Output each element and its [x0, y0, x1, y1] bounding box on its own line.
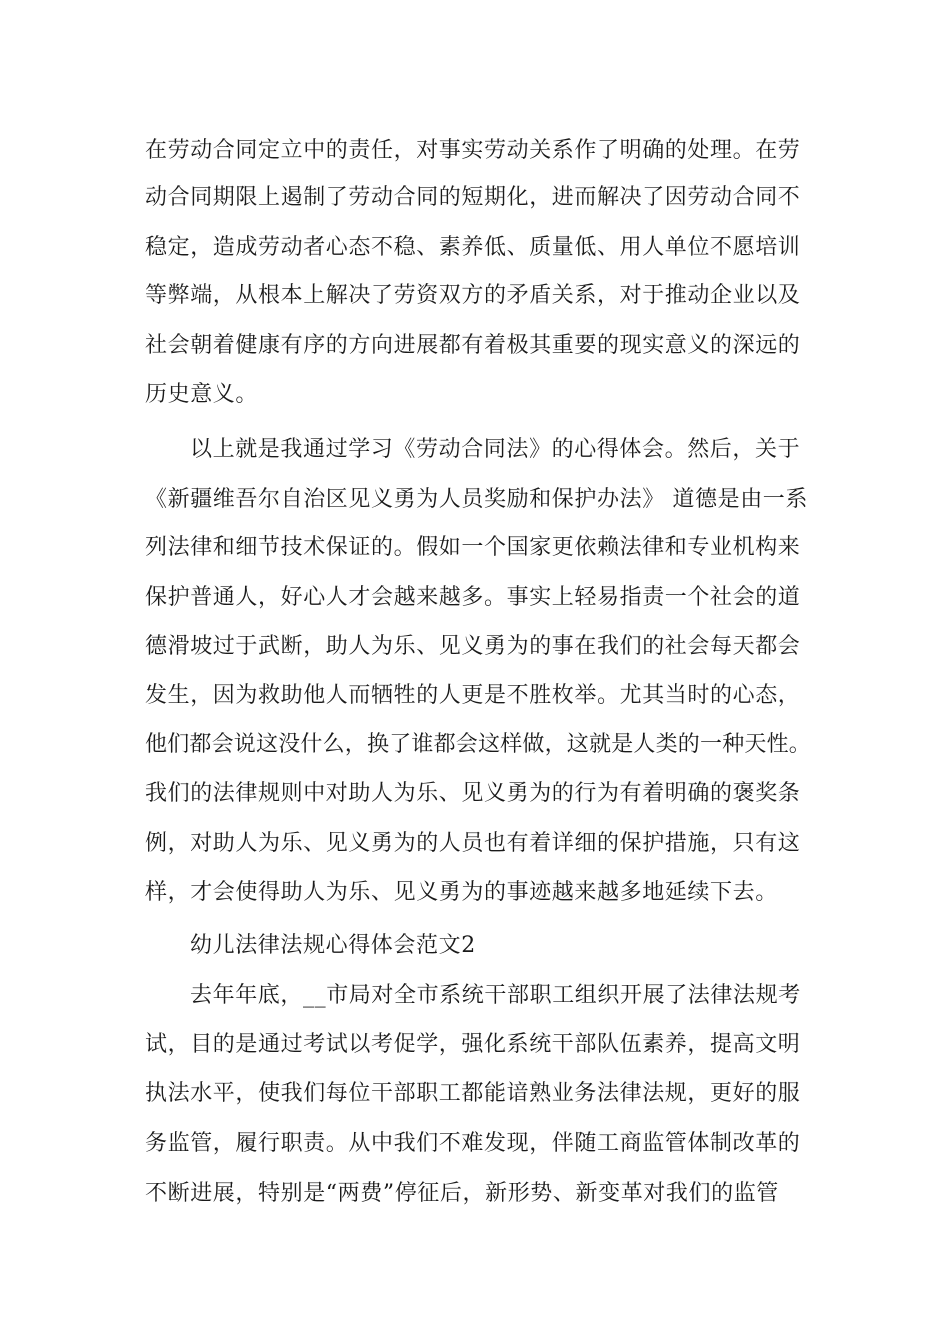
text-line: 保护普通人，好心人才会越来越多。事实上轻易指责一个社会的道 — [145, 585, 801, 610]
text-line: 发生，因为救助他人而牺牲的人更是不胜枚举。尤其当时的心态， — [145, 683, 801, 708]
text-line: 社会朝着健康有序的方向进展都有着极其重要的现实意义的深远的 — [145, 333, 801, 358]
text-line: 《新疆维吾尔自治区见义勇为人员奖励和保护办法》 道德是由一系 — [145, 487, 808, 512]
text-line: 执法水平，使我们每位干部职工都能谙熟业务法律法规，更好的服 — [145, 1081, 801, 1106]
paragraph-start-line: 以上就是我通过学习《劳动合同法》的心得体会。然后，关于 — [190, 437, 801, 462]
text-line: 例，对助人为乐、见义勇为的人员也有着详细的保护措施，只有这 — [145, 831, 801, 856]
text-line: 动合同期限上遏制了劳动合同的短期化，进而解决了因劳动合同不 — [145, 185, 801, 210]
paragraph-start-line: 去年年底，__市局对全市系统干部职工组织开展了法律法规考 — [190, 983, 801, 1008]
text-line: 样，才会使得助人为乐、见义勇为的事迹越来越多地延续下去。 — [145, 880, 778, 905]
text-line: 历史意义。 — [145, 382, 259, 407]
text-line: 试，目的是通过考试以考促学，强化系统干部队伍素养，提高文明 — [145, 1032, 801, 1057]
text-line: 在劳动合同定立中的责任，对事实劳动关系作了明确的处理。在劳 — [145, 138, 801, 163]
section-heading: 幼儿法律法规心得体会范文2 — [190, 933, 476, 958]
text-line: 德滑坡过于武断，助人为乐、见义勇为的事在我们的社会每天都会 — [145, 634, 801, 659]
text-line: 他们都会说这没什么，换了谁都会这样做，这就是人类的一种天性。 — [145, 732, 812, 757]
text-line: 等弊端，从根本上解决了劳资双方的矛盾关系，对于推动企业以及 — [145, 283, 801, 308]
text-line: 务监管，履行职责。从中我们不难发现，伴随工商监管体制改革的 — [145, 1131, 801, 1156]
text-line: 稳定，造成劳动者心态不稳、素养低、质量低、用人单位不愿培训 — [145, 235, 801, 260]
text-line: 不断进展，特别是“两费”停征后，新形势、新变革对我们的监管 — [145, 1181, 779, 1206]
text-line: 我们的法律规则中对助人为乐、见义勇为的行为有着明确的褒奖条 — [145, 781, 801, 806]
text-line: 列法律和细节技术保证的。假如一个国家更依赖法律和专业机构来 — [145, 535, 801, 560]
